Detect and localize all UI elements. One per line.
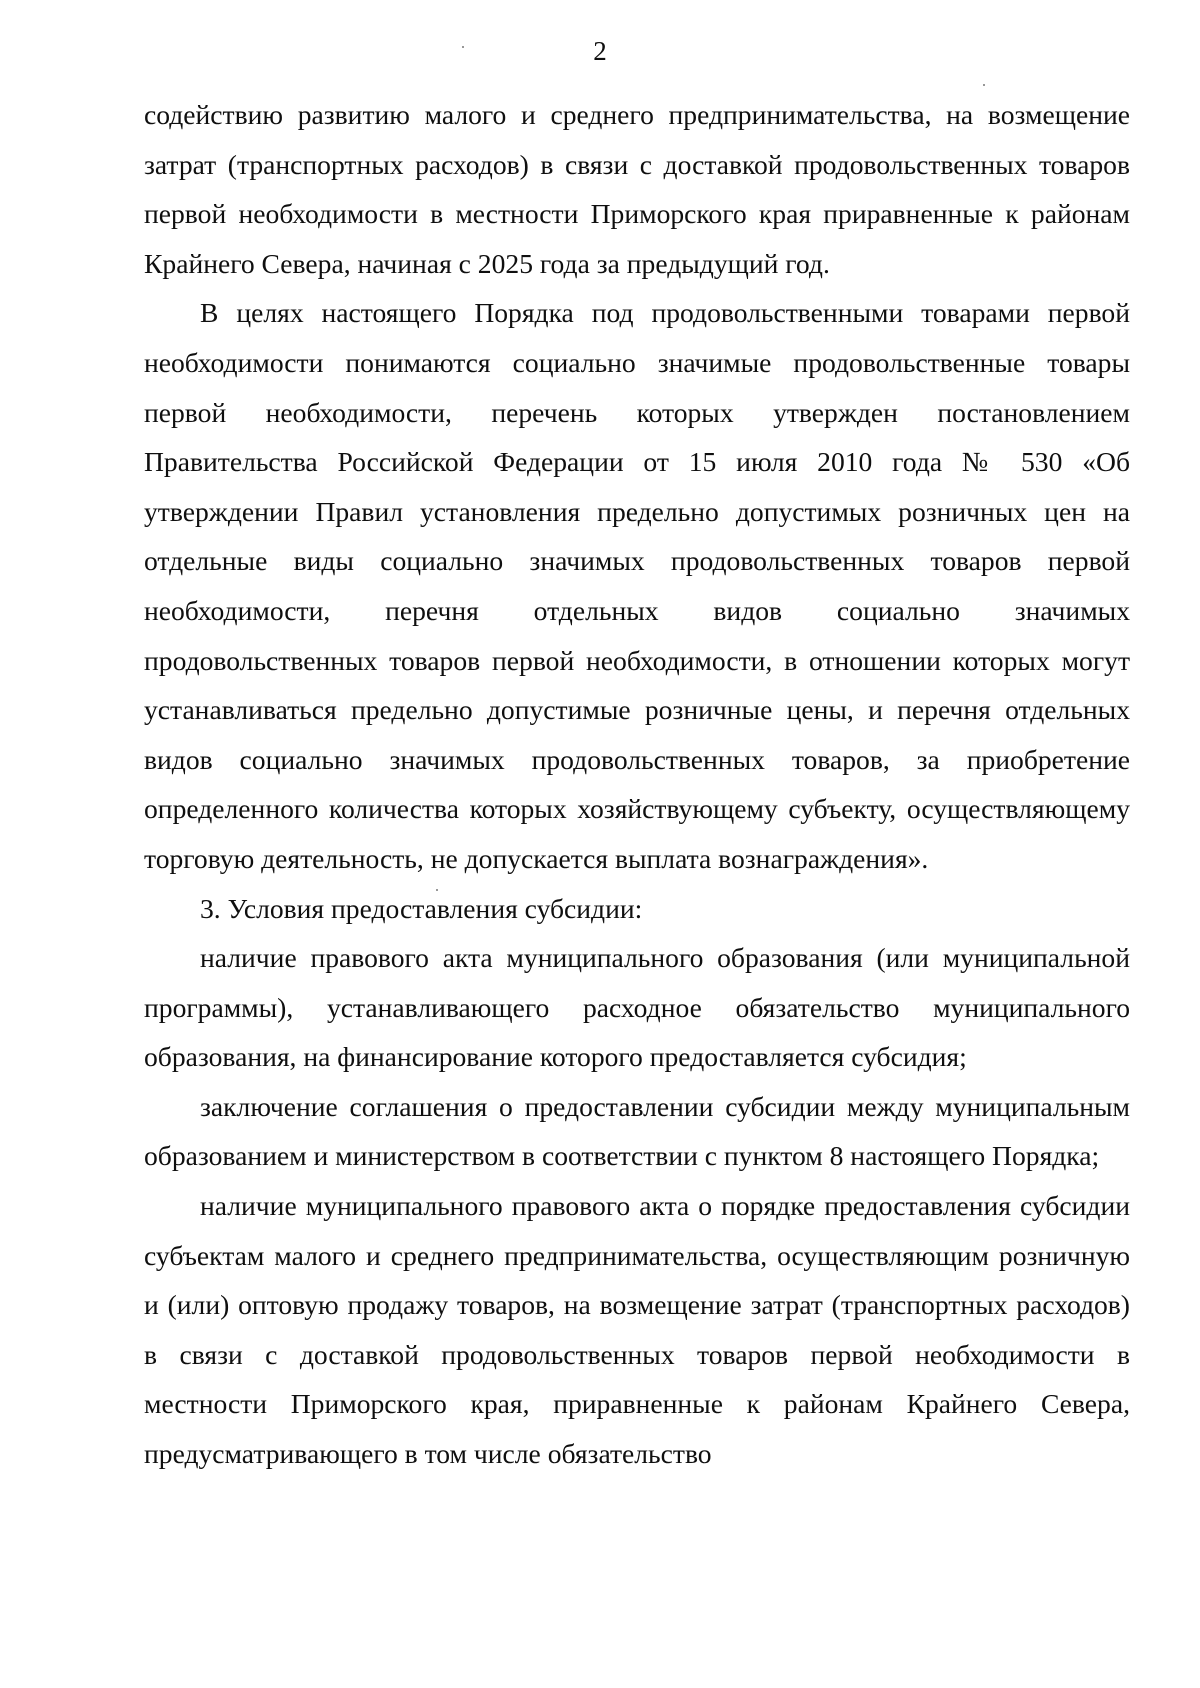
page-number: 2 — [593, 36, 607, 66]
paragraph-intro-continuation: содействию развитию малого и среднего предпринимательства, на возмещение затрат (транспортных расходов) в связи с доставкой продовольственных товаров первой необходимости в местности Приморского края приравненные к районам Крайнего Севера, начиная с 2025 года за предыдущий год. — [144, 99, 1130, 279]
document-body — [144, 90, 1130, 1479]
scan-speck — [436, 889, 438, 891]
paragraph-definition: В целях настоящего Порядка под продовольственными товарами первой необходимости понимаются социально значимые продовольственные товары первой необходимости, перечень которых утвержден постановлением Правительства Российской Федерации от 15 июля 2010 года № 530 «Об утверждении Правил установления предельно допустимых розничных цен на отдельные виды социально значимых продовольственных товаров первой необходимости, перечня отдельных видов социально значимых продовольственных товаров первой необходимости, в отношении которых могут устанавливаться предельно допустимые розничные цены, и перечня отдельных видов социально значимых продовольственных товаров, за приобретение определенного количества которых хозяйствующему субъекту, осуществляющему торговую деятельность, не допускается выплата вознаграждения». — [144, 297, 1130, 874]
scan-speck — [983, 84, 985, 86]
paragraph-condition-municipal-act: наличие муниципального правового акта о порядке предоставления субсидии субъектам малого и среднего предпринимательства, осуществляющим розничную и (или) оптовую продажу товаров, на возмещение затрат (транспортных расходов) в связи с доставкой продовольственных товаров первой необходимости в местности Приморского края, приравненные к районам Крайнего Севера, предусматривающего в том числе обязательство — [144, 1190, 1130, 1470]
scan-speck — [462, 46, 464, 48]
paragraph-condition-agreement: заключение соглашения о предоставлении субсидии между муниципальным образованием и министерством в соответствии с пунктом 8 настоящего Порядка; — [144, 1090, 1130, 1172]
section-3-heading: 3. Условия предоставления субсидии: — [200, 892, 643, 924]
paragraph-condition-legal-act: наличие правового акта муниципального образования (или муниципальной программы), устанавливающего расходное обязательство муниципального образования, на финансирование которого предоставляется субсидия; — [144, 942, 1130, 1073]
